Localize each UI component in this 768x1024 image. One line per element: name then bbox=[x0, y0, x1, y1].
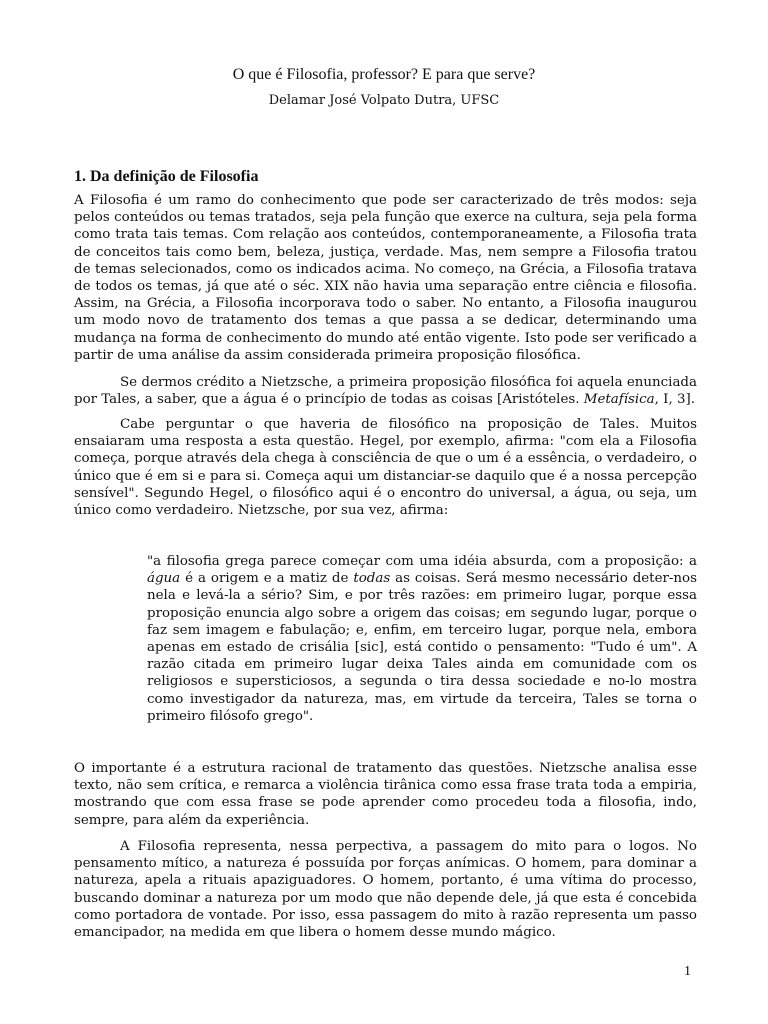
paragraph-2-end: , I, 3]. bbox=[654, 392, 695, 408]
paragraph-2 bbox=[74, 374, 697, 408]
paragraph-3: Cabe perguntar o que haveria de filosófico na proposição de Tales. Muitos ensaiaram uma resposta a esta questão. Hegel, por exemplo, afirma: "com ela a Filosofia começa, porque através dela chega à consciência de que o um é a essência, o verdadeiro, o único que é em si e para si. Começa aqui um distanciar-se daquilo que é a nossa percepção sensível". Segundo Hegel, o filosófico aqui é o encontro do universal, a água, ou seja, um único como verdadeiro. Nietzsche, por sua vez, afirma: bbox=[74, 417, 697, 519]
quote-italic-1: água bbox=[147, 571, 181, 587]
block-quote bbox=[147, 553, 697, 725]
page-number: 1 bbox=[684, 964, 691, 979]
paragraph-2-italic: Metafísica bbox=[583, 392, 655, 408]
quote-text-3: as coisas. Será mesmo necessário deter-nos nela e levá-la a sério? Sim, e por três razões: em primeiro lugar, porque essa proposição enuncia algo sobre a origem das coisas; em segundo lugar, porque o faz sem imagem e fabulação; e, enfim, em terceiro lugar, porque nela, embora apenas em estado de crisália [sic], está contido o pensamento: "Tudo é um". A razão citada em primeiro lugar deixa Tales ainda em comunidade com os religiosos e supersticiosos, a segunda o tira dessa sociedade e no-lo mostra como investigador da natureza, mas, em virtude da terceira, Tales se torna o primeiro filósofo grego". bbox=[147, 571, 697, 724]
paragraph-1: A Filosofia é um ramo do conhecimento que pode ser caracterizado de três modos: seja pelos conteúdos ou temas tratados, seja pela função que exerce na cultura, seja pela forma como trata tais temas. Com relação aos conteúdos, contemporaneamente, a Filosofia trata de conceitos tais como bem, beleza, justiça, verdade. Mas, nem sempre a Filosofia tratou de temas selecionados, como os indicados acima. No começo, na Grécia, a Filosofia tratava de todos os temas, já que até o séc. XIX não havia uma separação entre ciência e filosofia. Assim, na Grécia, a Filosofia incorporava todo o saber. No entanto, a Filosofia inaugurou um modo novo de tratamento dos temas a que passa a se dedicar, determinando uma mudança na forma de conhecimento do mundo até então vigente. Isto pode ser verificado a partir de uma análise da assim considerada primeira proposição filosófica. bbox=[74, 193, 697, 363]
quote-text-1: "a filosofia grega parece começar com uma idéia absurda, com a proposição: a bbox=[147, 554, 697, 569]
document-author: Delamar José Volpato Dutra, UFSC bbox=[268, 93, 500, 108]
document-title: O que é Filosofia, professor? E para que serve? bbox=[232, 66, 536, 83]
quote-text-2: é a origem e a matiz de bbox=[180, 571, 354, 587]
section-heading: 1. Da definição de Filosofia bbox=[74, 168, 259, 185]
paragraph-2-text: Se dermos crédito a Nietzsche, a primeira proposição filosófica foi aquela enunciada por Tales, a saber, que a água é o princípio de todas as coisas [Aristóteles. bbox=[74, 375, 697, 408]
quote-italic-2: todas bbox=[353, 571, 391, 587]
paragraph-4: O importante é a estrutura racional de tratamento das questões. Nietzsche analisa esse texto, não sem crítica, e remarca a violência tirânica como essa frase trata toda a empiria, mostrando que com essa frase se pode aprender como procedeu toda a filosofia, indo, sempre, para além da experiência. bbox=[74, 761, 697, 828]
paragraph-5: A Filosofia representa, nessa perpectiva, a passagem do mito para o logos. No pensamento mítico, a natureza é possuída por forças anímicas. O homem, para dominar a natureza, apela a rituais apaziguadores. O homem, portanto, é uma vítima do processo, buscando dominar a natureza por um modo que não depende dele, já que esta é concebida como portadora de vontade. Por isso, essa passagem do mito à razão representa um passo emancipador, na medida em que libera o homem desse mundo mágico. bbox=[74, 839, 697, 941]
